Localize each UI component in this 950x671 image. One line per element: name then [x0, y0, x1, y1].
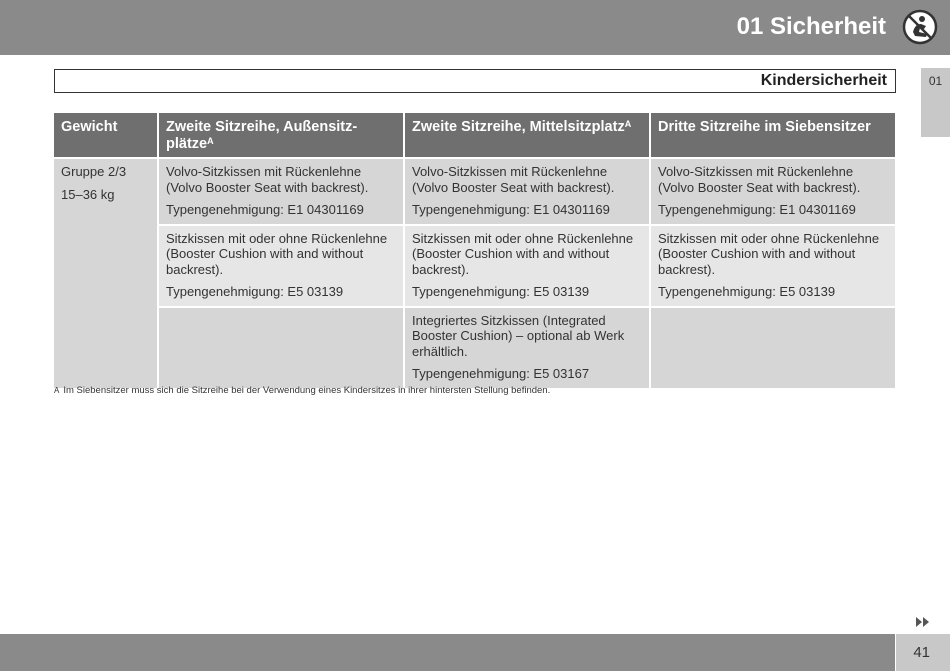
table-row: [54, 225, 895, 307]
chapter-title: 01 Sicherheit: [736, 13, 886, 40]
table-cell: [158, 158, 404, 225]
approval-number: Typengenehmigung: E1 04301169: [166, 202, 364, 217]
footnote-text: Im Siebensitzer muss sich die Sitzreihe bei der Verwendung eines Kindersitzes in ihrer hintersten Stellung befinden.: [63, 385, 551, 396]
seat-description: Volvo-Sitzkissen mit Rückenlehne (Volvo Booster Seat with backrest).: [166, 164, 369, 195]
approval-number: Typengenehmigung: E5 03139: [658, 284, 836, 299]
seat-description: Integriertes Sitzkissen (Integrated Booster Cushion) – optional ab Werk erhältlich.: [412, 312, 625, 359]
section-title: Kindersicherheit: [760, 72, 887, 89]
no-child-seat-warning-icon: [901, 8, 939, 46]
approval-number: Typengenehmigung: E5 03139: [412, 284, 590, 299]
side-tab-label: 01: [928, 74, 943, 88]
approval-number: Typengenehmigung: E1 04301169: [412, 202, 610, 217]
child-seat-table: [54, 113, 895, 388]
approval-number: Typengenehmigung: E5 03139: [166, 284, 344, 299]
footnote-marker: A: [54, 386, 60, 395]
seat-description: Sitzkissen mit oder ohne Rückenlehne (Booster Cushion with and without backrest).: [658, 230, 880, 277]
approval-number: Typengenehmigung: E5 03167: [412, 366, 590, 381]
weight-range: 15–36 kg: [61, 186, 115, 202]
chapter-side-tab[interactable]: [921, 68, 950, 137]
footnote: [54, 385, 550, 396]
table-cell: [650, 158, 895, 225]
column-header-weight: Gewicht: [54, 113, 158, 158]
table-cell-empty: [650, 307, 895, 388]
table-cell: [650, 225, 895, 307]
table-cell: [158, 225, 404, 307]
table-cell: [404, 158, 650, 225]
approval-number: Typengenehmigung: E1 04301169: [658, 202, 856, 217]
header-bar: [0, 0, 950, 55]
table-row: [54, 307, 895, 388]
column-header-second-row-outer: Zweite Sitzreihe, Außensitz-plätze$^A$: [158, 113, 404, 158]
column-header-second-row-center: Zweite Sitzreihe, Mittelsitzplatz$^A$: [404, 113, 650, 158]
table-header-row: [54, 113, 895, 158]
footer-bar: [0, 634, 895, 671]
footnote-ref: A: [207, 136, 214, 146]
table-cell: [404, 225, 650, 307]
table-cell-empty: [158, 307, 404, 388]
table-row: [54, 158, 895, 225]
seat-description: Volvo-Sitzkissen mit Rückenlehne (Volvo Booster Seat with backrest).: [658, 164, 861, 195]
column-header-third-row: Dritte Sitzreihe im Siebensitzer: [650, 113, 895, 158]
seat-description: Sitzkissen mit oder ohne Rückenlehne (Booster Cushion with and without backrest).: [412, 230, 634, 277]
weight-group: Gruppe 2/3: [61, 164, 127, 179]
section-header: [54, 69, 896, 93]
table-cell: [404, 307, 650, 388]
footnote-ref: A: [624, 119, 632, 129]
seat-description: Sitzkissen mit oder ohne Rückenlehne (Booster Cushion with and without backrest).: [166, 230, 388, 277]
double-arrow-right-icon[interactable]: [915, 616, 931, 628]
weight-cell: [54, 158, 158, 388]
page-number-box: [896, 634, 950, 671]
seat-description: Volvo-Sitzkissen mit Rückenlehne (Volvo Booster Seat with backrest).: [412, 164, 615, 195]
page-number: 41: [913, 644, 930, 661]
